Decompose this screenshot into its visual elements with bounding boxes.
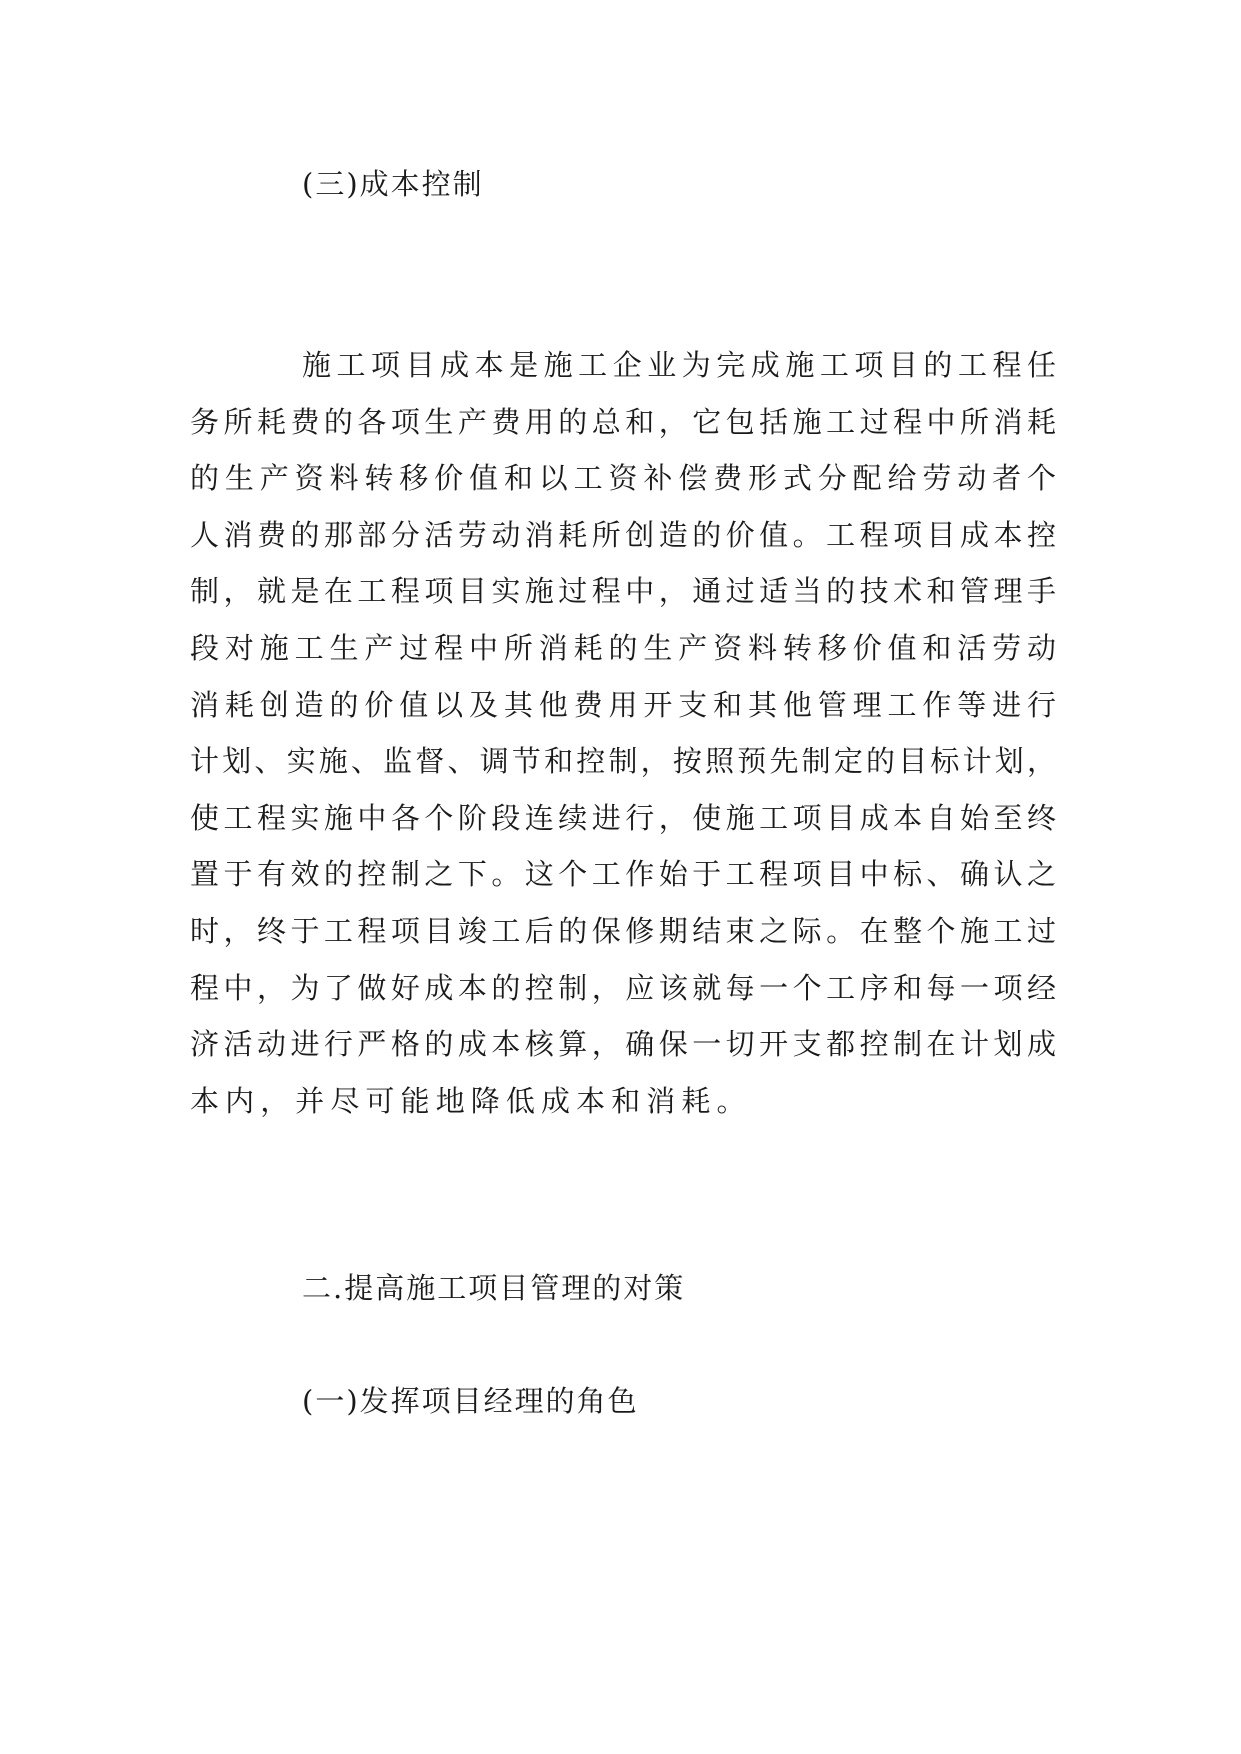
- body-paragraph: [190, 345, 1056, 1137]
- paragraph-line: 务所耗费的各项生产费用的总和，它包括施工过程中所消耗: [190, 404, 1056, 439]
- paragraph-line: 的生产资料转移价值和以工资补偿费形式分配给劳动者个: [190, 461, 1056, 496]
- paragraph-line: 济活动进行严格的成本核算，确保一切开支都控制在计划成: [190, 1027, 1056, 1062]
- paragraph-line: 时，终于工程项目竣工后的保修期结束之际。在整个施工过: [190, 913, 1056, 948]
- paragraph-line: 置于有效的控制之下。这个工作始于工程项目中标、确认之: [190, 857, 1056, 892]
- paragraph-line: 本内，并尽可能地降低成本和消耗。: [190, 1083, 752, 1118]
- section-heading-project-manager: (一)发挥项目经理的角色: [302, 1384, 639, 1418]
- paragraph-line: 段对施工生产过程中所消耗的生产资料转移价值和活劳动: [190, 630, 1056, 665]
- section-heading-cost-control: (三)成本控制: [302, 167, 484, 201]
- paragraph-line: 消耗创造的价值以及其他费用开支和其他管理工作等进行: [190, 687, 1056, 722]
- paragraph-line: 人消费的那部分活劳动消耗所创造的价值。工程项目成本控: [190, 517, 1056, 552]
- paragraph-line: 施工项目成本是施工企业为完成施工项目的工程任: [302, 348, 1056, 382]
- paragraph-line: 制，就是在工程项目实施过程中，通过适当的技术和管理手: [190, 574, 1056, 609]
- paragraph-line: 计划、实施、监督、调节和控制，按照预先制定的目标计划，: [190, 744, 1056, 779]
- paragraph-line: 使工程实施中各个阶段连续进行，使施工项目成本自始至终: [190, 800, 1056, 835]
- section-heading-countermeasures: 二.提高施工项目管理的对策: [302, 1271, 686, 1305]
- paragraph-line: 程中，为了做好成本的控制，应该就每一个工序和每一项经: [190, 970, 1056, 1005]
